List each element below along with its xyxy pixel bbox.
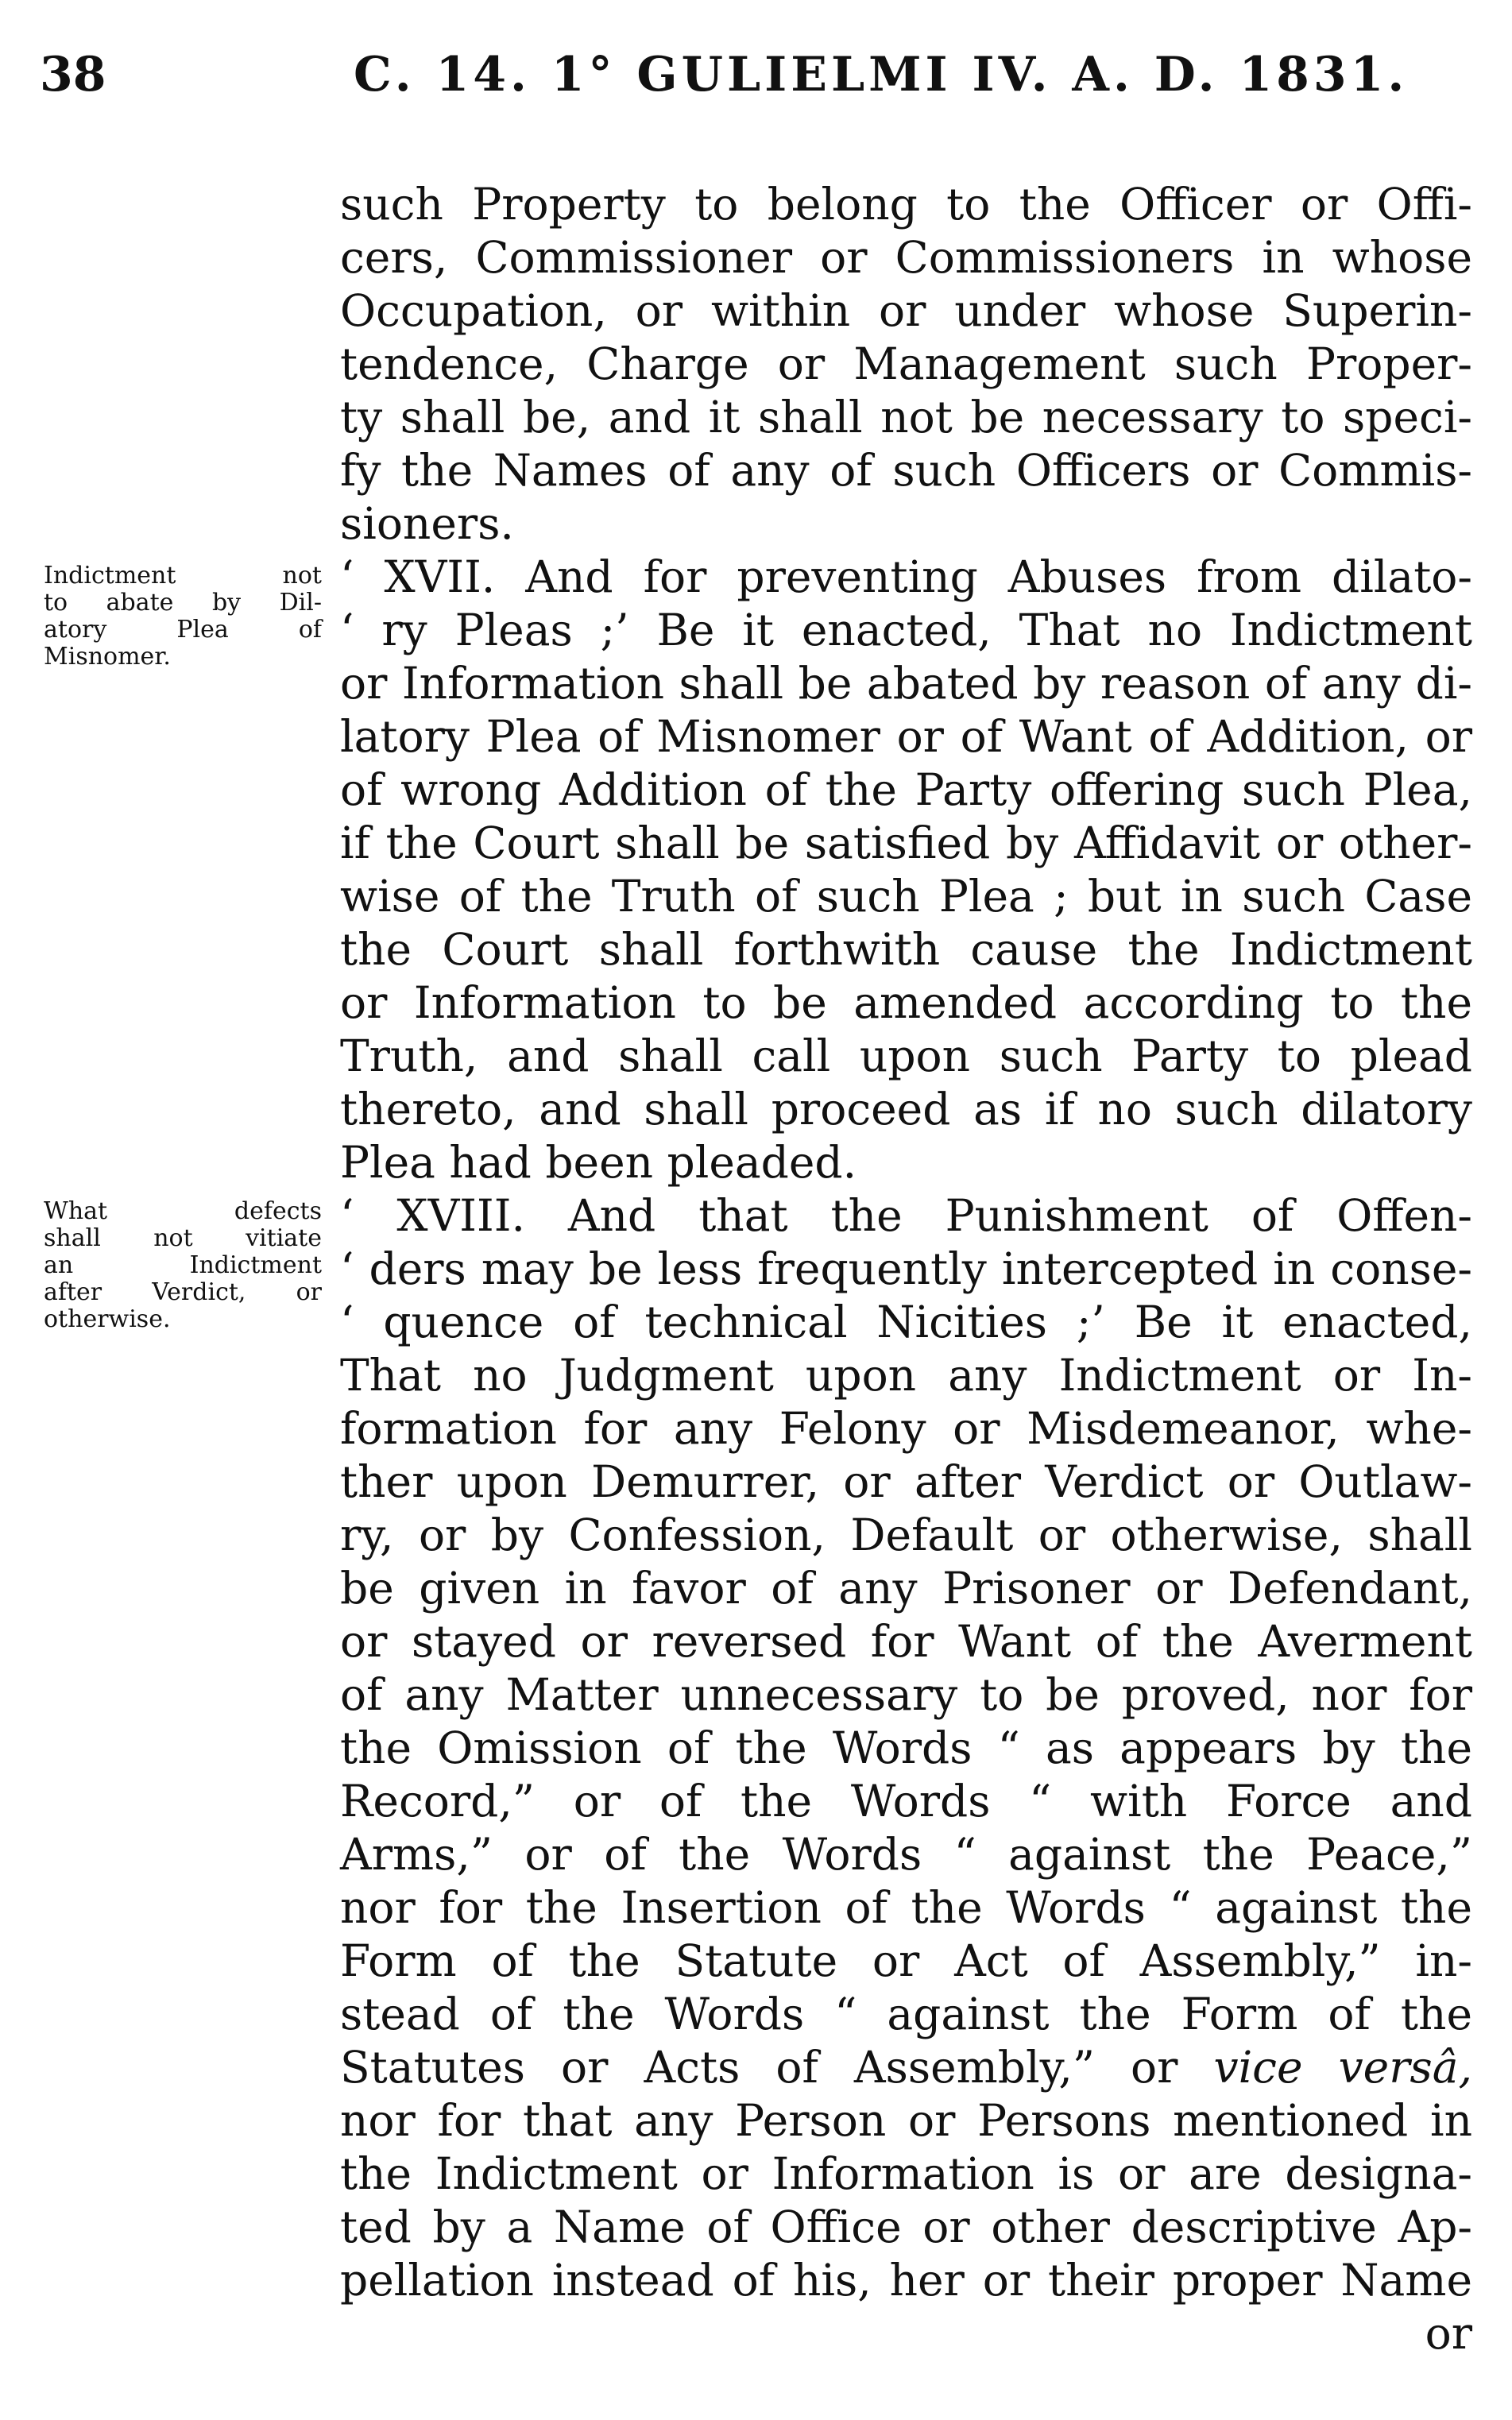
body-line: tendence, Charge or Management such Proper-: [340, 338, 1472, 389]
body-line: ry, or by Confession, Default or otherwise, shall: [340, 1510, 1472, 1560]
body-line: ‘ quence of technical Nicities ;’ Be it enacted,: [340, 1297, 1472, 1347]
margin-note-line: otherwise.: [44, 1305, 171, 1333]
body-line: or Information to be amended according to the: [340, 977, 1472, 1028]
body-line: of any Matter unnecessary to be proved, nor for: [340, 1669, 1472, 1720]
body-line: ted by a Name of Office or other descriptive Ap-: [340, 2202, 1472, 2252]
body-line-with-italic: [340, 2042, 1472, 2093]
body-line: fy the Names of any of such Officers or Commis-: [340, 445, 1472, 496]
body-line: Record,” or of the Words “ with Force and: [340, 1776, 1472, 1827]
italic-phrase: vice versâ,: [1213, 2042, 1472, 2093]
section-xvii-heading: ‘ XVII. And for preventing Abuses from dilato-: [340, 551, 1472, 602]
body-line: such Property to belong to the Officer or Offi-: [340, 179, 1472, 230]
body-line: That no Judgment upon any Indictment or In-: [340, 1350, 1472, 1401]
page-number: 38: [40, 47, 106, 102]
body-line: Form of the Statute or Act of Assembly,” in-: [340, 1935, 1472, 1986]
body-line: stead of the Words “ against the Form of the: [340, 1989, 1472, 2039]
running-head: C. 14. 1° GULIELMI IV. A. D. 1831.: [354, 47, 1409, 102]
body-line: Plea had been pleaded.: [340, 1137, 857, 1188]
body-line: Truth, and shall call upon such Party to plead: [340, 1030, 1472, 1081]
margin-note-line: to abate by Dil-: [44, 589, 322, 617]
catchword: or: [1425, 2308, 1472, 2359]
body-line: formation for any Felony or Misdemeanor, whe-: [340, 1403, 1472, 1454]
body-line: sioners.: [340, 498, 514, 549]
body-line: nor for that any Person or Persons mentioned in: [340, 2095, 1472, 2146]
margin-note-line: shall not vitiate: [44, 1224, 322, 1252]
body-line: if the Court shall be satisfied by Affidavit or other-: [340, 818, 1472, 868]
margin-note-defects: [44, 1198, 322, 1333]
margin-note-line: an Indictment: [44, 1251, 322, 1279]
body-line: or Information shall be abated by reason of any di-: [340, 658, 1472, 709]
body-line: latory Plea of Misnomer or of Want of Addition, or: [340, 711, 1472, 762]
body-line: cers, Commissioner or Commissioners in whose: [340, 232, 1472, 283]
margin-note-line: Misnomer.: [44, 643, 171, 671]
body-line: nor for the Insertion of the Words “ against the: [340, 1882, 1472, 1933]
body-line: ‘ ders may be less frequently intercepted in conse-: [340, 1243, 1472, 1294]
body-line: pellation instead of his, her or their proper Name: [340, 2255, 1472, 2306]
body-line: ‘ ry Pleas ;’ Be it enacted, That no Indictment: [340, 605, 1472, 655]
body-line-text: Statutes or Acts of Assembly,” or: [340, 2042, 1214, 2093]
body-line: the Court shall forthwith cause the Indictment: [340, 924, 1472, 975]
body-line: Arms,” or of the Words “ against the Peace,”: [340, 1829, 1472, 1880]
body-line: ther upon Demurrer, or after Verdict or Outlaw-: [340, 1456, 1472, 1507]
body-line: be given in favor of any Prisoner or Defendant,: [340, 1563, 1472, 1614]
margin-note-dilatory-plea: [44, 562, 322, 671]
body-line: the Indictment or Information is or are designa-: [340, 2148, 1472, 2199]
margin-note-line: after Verdict, or: [44, 1278, 322, 1306]
body-line: wise of the Truth of such Plea ; but in such Case: [340, 871, 1472, 922]
body-line: ty shall be, and it shall not be necessary to speci-: [340, 392, 1472, 443]
body-line: Occupation, or within or under whose Superin-: [340, 285, 1472, 336]
section-xviii-heading: ‘ XVIII. And that the Punishment of Offen-: [340, 1190, 1472, 1241]
margin-note-line: atory Plea of: [44, 616, 322, 644]
body-line: of wrong Addition of the Party offering such Plea,: [340, 764, 1472, 815]
body-line: the Omission of the Words “ as appears by the: [340, 1722, 1472, 1773]
body-line: thereto, and shall proceed as if no such dilatory: [340, 1084, 1472, 1135]
margin-note-line: Indictment not: [44, 562, 322, 590]
margin-note-line: What defects: [44, 1197, 322, 1225]
body-line: or stayed or reversed for Want of the Averment: [340, 1616, 1472, 1667]
